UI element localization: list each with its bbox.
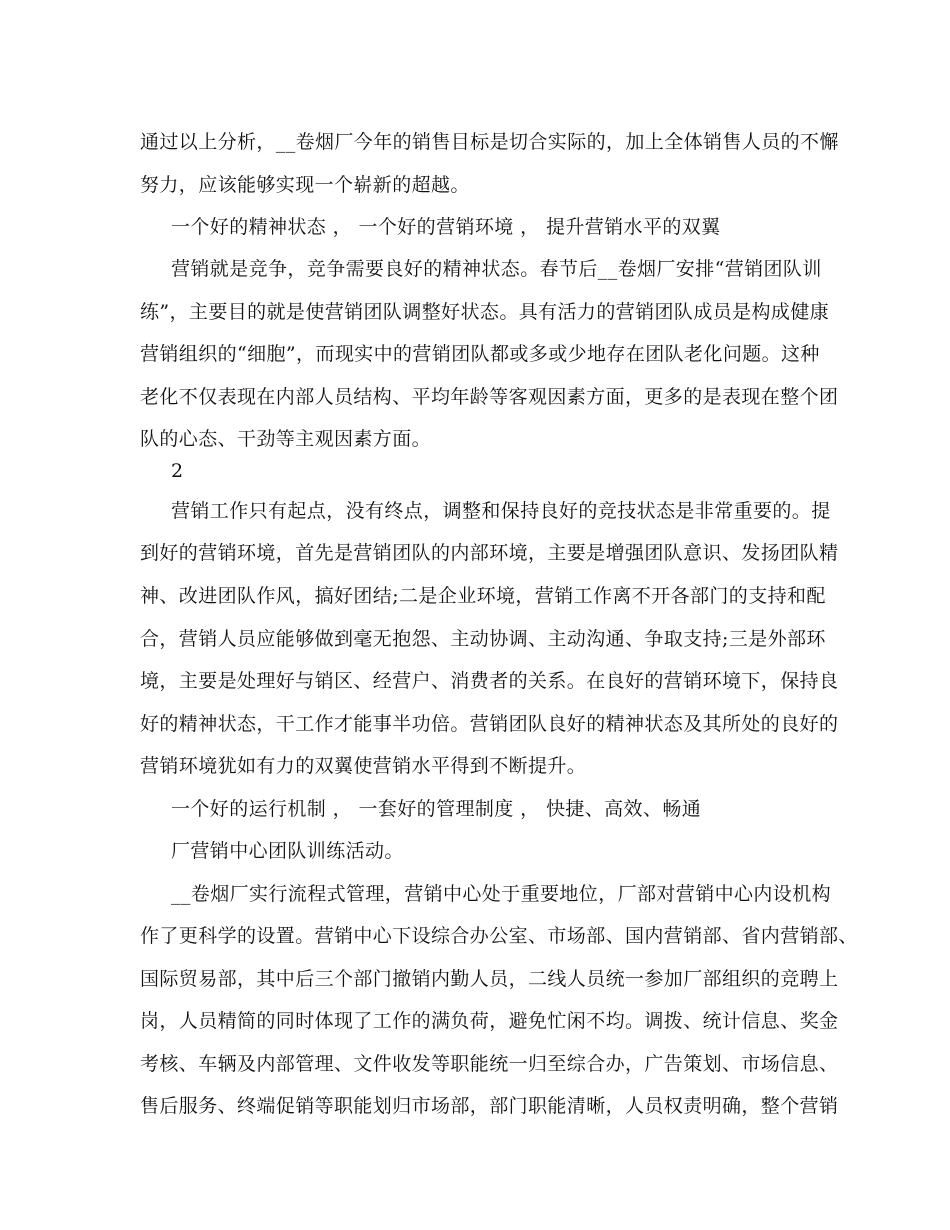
paragraph-line: 境，主要是处理好与销区、经营户、消费者的关系。在良好的营销环境下，保持良 <box>140 670 839 692</box>
paragraph-line: 到好的营销环境，首先是营销团队的内部环境，主要是增强团队意识、发扬团队精 <box>140 542 839 564</box>
paragraph-line: 考核、车辆及内部管理、文件收发等职能统一归至综合办，广告策划、市场信息、 <box>140 1053 839 1075</box>
paragraph-line: 队的心态、干劲等主观因素方面。 <box>140 428 432 450</box>
paragraph-line: 营销就是竞争，竞争需要良好的精神状态。春节后__卷烟厂安排“营销团队训 <box>171 258 822 280</box>
paragraph-line: 神、改进团队作风，搞好团结;二是企业环境，营销工作离不开各部门的支持和配 <box>140 585 826 607</box>
paragraph-line: 作了更科学的设置。营销中心下设综合办公室、市场部、国内营销部、省内营销部、 <box>140 925 858 947</box>
paragraph-line: 营销组织的“细胞”，而现实中的营销团队都或多或少地存在团队老化问题。这种 <box>140 343 820 365</box>
paragraph-line: 厂营销中心团队训练活动。 <box>171 840 404 862</box>
paragraph-line: 努力，应该能够实现一个崭新的超越。 <box>140 174 470 196</box>
paragraph-line: 老化不仅表现在内部人员结构、平均年龄等客观因素方面，更多的是表现在整个团 <box>140 386 839 408</box>
paragraph-line: 通过以上分析，__卷烟厂今年的销售目标是切合实际的，加上全体销售人员的不懈 <box>140 131 839 153</box>
paragraph-line: 好的精神状态，干工作才能事半功倍。营销团队良好的精神状态及其所处的良好的 <box>140 713 839 735</box>
paragraph-line: __卷烟厂实行流程式管理，营销中心处于重要地位，厂部对营销中心内设机构 <box>171 883 832 905</box>
paragraph-line: 岗，人员精简的同时体现了工作的满负荷，避免忙闲不均。调拨、统计信息、奖金 <box>140 1010 839 1032</box>
section-heading: 一个好的精神状态 ， 一个好的营销环境 ， 提升营销水平的双翼 <box>171 216 721 238</box>
paragraph-line: 合，营销人员应能够做到毫无抱怨、主动协调、主动沟通、争取支持;三是外部环 <box>140 628 826 650</box>
paragraph-line: 练”，主要目的就是使营销团队调整好状态。具有活力的营销团队成员是构成健康 <box>140 301 830 323</box>
paragraph-line: 营销环境犹如有力的双翼使营销水平得到不断提升。 <box>140 755 587 777</box>
paragraph-line: 国际贸易部，其中后三个部门撤销内勤人员，二线人员统一参加厂部组织的竞聘上 <box>140 968 839 990</box>
page-number: 2 <box>171 460 184 482</box>
section-heading: 一个好的运行机制 ， 一套好的管理制度 ， 快捷、高效、畅通 <box>171 798 702 820</box>
paragraph-line: 营销工作只有起点，没有终点，调整和保持良好的竞技状态是非常重要的。提 <box>171 500 831 522</box>
paragraph-line: 售后服务、终端促销等职能划归市场部，部门职能清晰，人员权责明确，整个营销 <box>140 1095 839 1117</box>
